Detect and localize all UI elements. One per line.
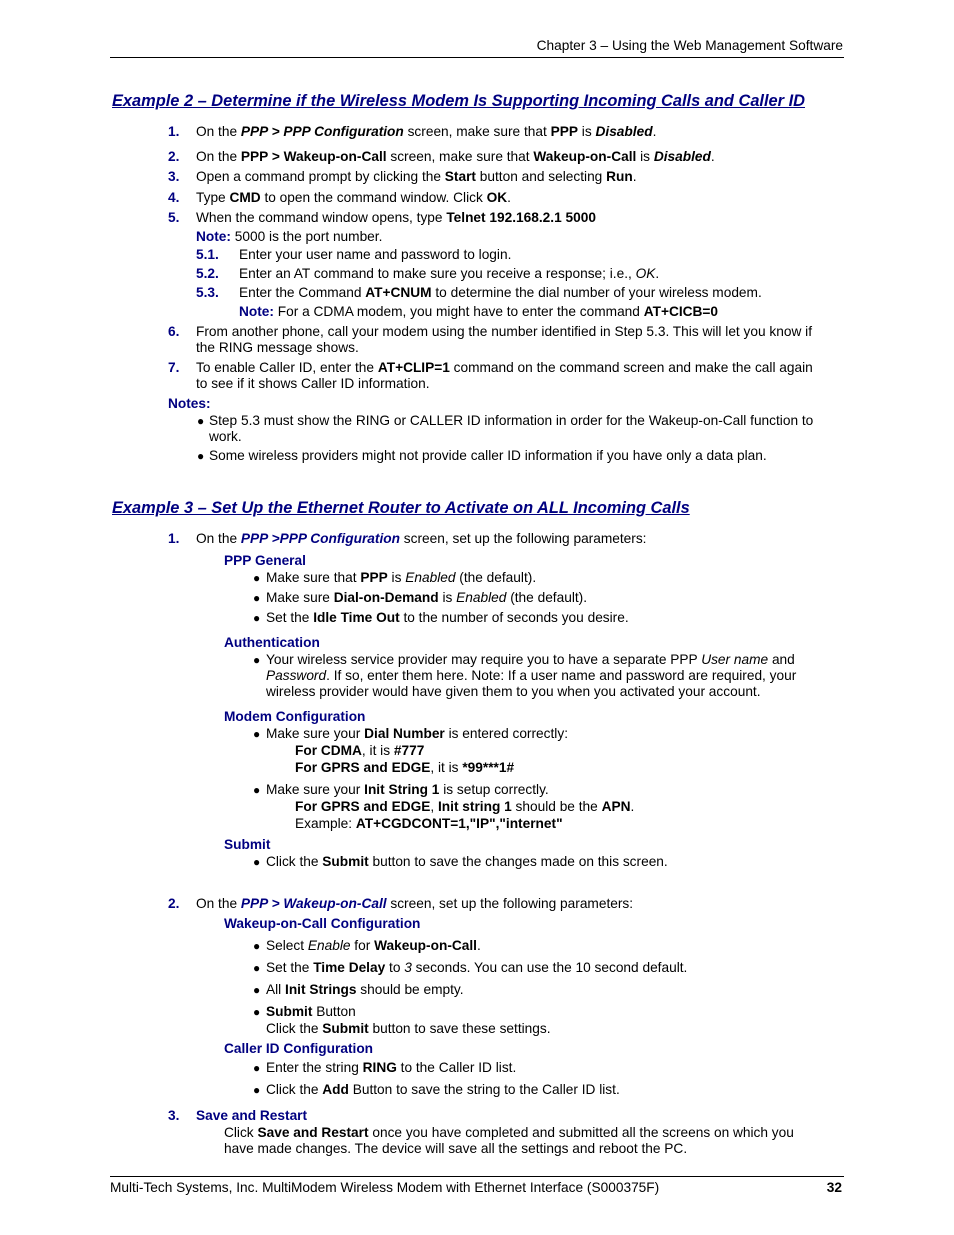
example2-step2: On the PPP > Wakeup-on-Call screen, make sure that Wakeup-on-Call is Disabled. bbox=[196, 149, 715, 164]
bullet-dot-icon: ● bbox=[253, 1083, 261, 1097]
callerid-config-title: Caller ID Configuration bbox=[224, 1041, 374, 1056]
step-number: 4. bbox=[168, 190, 180, 205]
substep-5-3: Enter the Command AT+CNUM to determine the dial number of your wireless modem. bbox=[239, 285, 762, 300]
bullet-dot-icon: ● bbox=[253, 855, 261, 869]
bullet-dot-icon: ● bbox=[253, 653, 261, 667]
example2-step4: Type CMD to open the command window. Click OK. bbox=[196, 190, 511, 205]
authentication-title: Authentication bbox=[224, 635, 320, 650]
example2-step6-line2: the RING message shows. bbox=[196, 340, 359, 355]
callerid-ring-item: Enter the string RING to the Caller ID list. bbox=[266, 1060, 517, 1075]
cdma-note: Note: For a CDMA modem, you might have to enter the command AT+CICB=0 bbox=[239, 304, 719, 319]
example3-step2: On the PPP > Wakeup-on-Call screen, set up the following parameters: bbox=[196, 896, 634, 911]
footer-rule bbox=[110, 1176, 844, 1177]
ppp-general-item: Make sure Dial-on-Demand is Enabled (the default). bbox=[266, 590, 588, 605]
save-restart-line1: Click Save and Restart once you have completed and submitted all the screens on which you bbox=[224, 1125, 794, 1140]
bullet-dot-icon: ● bbox=[253, 1005, 261, 1019]
gprs-line: For GPRS and EDGE, it is *99***1# bbox=[295, 760, 515, 775]
authentication-line3: wireless provider would have given them to you when you activated your account. bbox=[266, 684, 761, 699]
step-number: 2. bbox=[168, 896, 180, 911]
modem-config-title: Modem Configuration bbox=[224, 709, 366, 724]
example2-step7-line1: To enable Caller ID, enter the AT+CLIP=1 command on the command screen and make the call again bbox=[196, 360, 813, 375]
note-item: Some wireless providers might not provide caller ID information if you have only a data plan. bbox=[209, 448, 767, 463]
example3-step1: On the PPP >PPP Configuration screen, set up the following parameters: bbox=[196, 531, 647, 546]
note-item: Step 5.3 must show the RING or CALLER ID information in order for the Wakeup-on-Call function to bbox=[209, 413, 814, 428]
woc-delay-item: Set the Time Delay to 3 seconds. You can use the 10 second default. bbox=[266, 960, 688, 975]
submit-title: Submit bbox=[224, 837, 271, 852]
init-string-item: Make sure your Init String 1 is setup correctly. bbox=[266, 782, 549, 797]
example2-heading: Example 2 – Determine if the Wireless Modem Is Supporting Incoming Calls and Caller ID bbox=[112, 92, 805, 110]
woc-submit-item: Submit Button bbox=[266, 1004, 356, 1019]
bullet-dot-icon: ● bbox=[253, 783, 261, 797]
chapter-header: Chapter 3 – Using the Web Management Software bbox=[536, 38, 843, 53]
save-restart-line2: have made changes. The device will save all the settings and reboot the PC. bbox=[224, 1141, 688, 1156]
bullet-dot-icon: ● bbox=[253, 961, 261, 975]
bullet-dot-icon: ● bbox=[253, 939, 261, 953]
example2-step1: On the PPP > PPP Configuration screen, make sure that PPP is Disabled. bbox=[196, 124, 657, 139]
save-restart-title: Save and Restart bbox=[196, 1108, 308, 1123]
note-item-cont: work. bbox=[209, 429, 242, 444]
bullet-dot-icon: ● bbox=[253, 1061, 261, 1075]
bullet-dot-icon: ● bbox=[253, 983, 261, 997]
authentication-line2: Password. If so, enter them here. Note: If a user name and password are required, your bbox=[266, 668, 797, 683]
page-number: 32 bbox=[826, 1180, 842, 1195]
step-number: 7. bbox=[168, 360, 180, 375]
dial-number-item: Make sure your Dial Number is entered correctly: bbox=[266, 726, 568, 741]
woc-submit-line2: Click the Submit button to save these settings. bbox=[266, 1021, 551, 1036]
step-number: 3. bbox=[168, 169, 180, 184]
submit-item: Click the Submit button to save the changes made on this screen. bbox=[266, 854, 668, 869]
step-number: 6. bbox=[168, 324, 180, 339]
ppp-general-title: PPP General bbox=[224, 553, 306, 568]
example2-step7-line2: to see if it shows Caller ID information. bbox=[196, 376, 430, 391]
substep-5-2: Enter an AT command to make sure you receive a response; i.e., OK. bbox=[239, 266, 660, 281]
woc-select-item: Select Enable for Wakeup-on-Call. bbox=[266, 938, 481, 953]
header-rule bbox=[110, 57, 844, 58]
ppp-general-item: Set the Idle Time Out to the number of seconds you desire. bbox=[266, 610, 629, 625]
step-number: 5. bbox=[168, 210, 180, 225]
example2-step6-line1: From another phone, call your modem using the number identified in Step 5.3. This will let you know if bbox=[196, 324, 813, 339]
woc-init-item: All Init Strings should be empty. bbox=[266, 982, 464, 997]
bullet-dot-icon: ● bbox=[253, 571, 261, 585]
substep-number: 5.3. bbox=[196, 285, 219, 300]
bullet-dot-icon: ● bbox=[253, 727, 261, 741]
gprs-init-line: For GPRS and EDGE, Init string 1 should be the APN. bbox=[295, 799, 635, 814]
notes-label: Notes: bbox=[168, 396, 211, 411]
callerid-add-item: Click the Add Button to save the string to the Caller ID list. bbox=[266, 1082, 620, 1097]
substep-5-1: Enter your user name and password to login. bbox=[239, 247, 512, 262]
step-number: 3. bbox=[168, 1108, 180, 1123]
example3-heading: Example 3 – Set Up the Ethernet Router to Activate on ALL Incoming Calls bbox=[112, 499, 690, 517]
bullet-dot-icon: ● bbox=[197, 449, 205, 463]
authentication-line1: Your wireless service provider may require you to have a separate PPP User name and bbox=[266, 652, 795, 667]
substep-number: 5.2. bbox=[196, 266, 219, 281]
cdma-line: For CDMA, it is #777 bbox=[295, 743, 425, 758]
example2-step3: Open a command prompt by clicking the Start button and selecting Run. bbox=[196, 169, 637, 184]
footer-text: Multi-Tech Systems, Inc. MultiModem Wireless Modem with Ethernet Interface (S000375F) bbox=[110, 1180, 660, 1195]
port-note: Note: 5000 is the port number. bbox=[196, 229, 383, 244]
woc-config-title: Wakeup-on-Call Configuration bbox=[224, 916, 421, 931]
step-number: 2. bbox=[168, 149, 180, 164]
bullet-dot-icon: ● bbox=[197, 414, 205, 428]
bullet-dot-icon: ● bbox=[253, 591, 261, 605]
bullet-dot-icon: ● bbox=[253, 611, 261, 625]
example2-step5: When the command window opens, type Telnet 192.168.2.1 5000 bbox=[196, 210, 596, 225]
ppp-general-item: Make sure that PPP is Enabled (the default). bbox=[266, 570, 537, 585]
apn-example-line: Example: AT+CGDCONT=1,"IP","internet" bbox=[295, 816, 563, 831]
step-number: 1. bbox=[168, 531, 180, 546]
step-number: 1. bbox=[168, 124, 180, 139]
substep-number: 5.1. bbox=[196, 247, 219, 262]
